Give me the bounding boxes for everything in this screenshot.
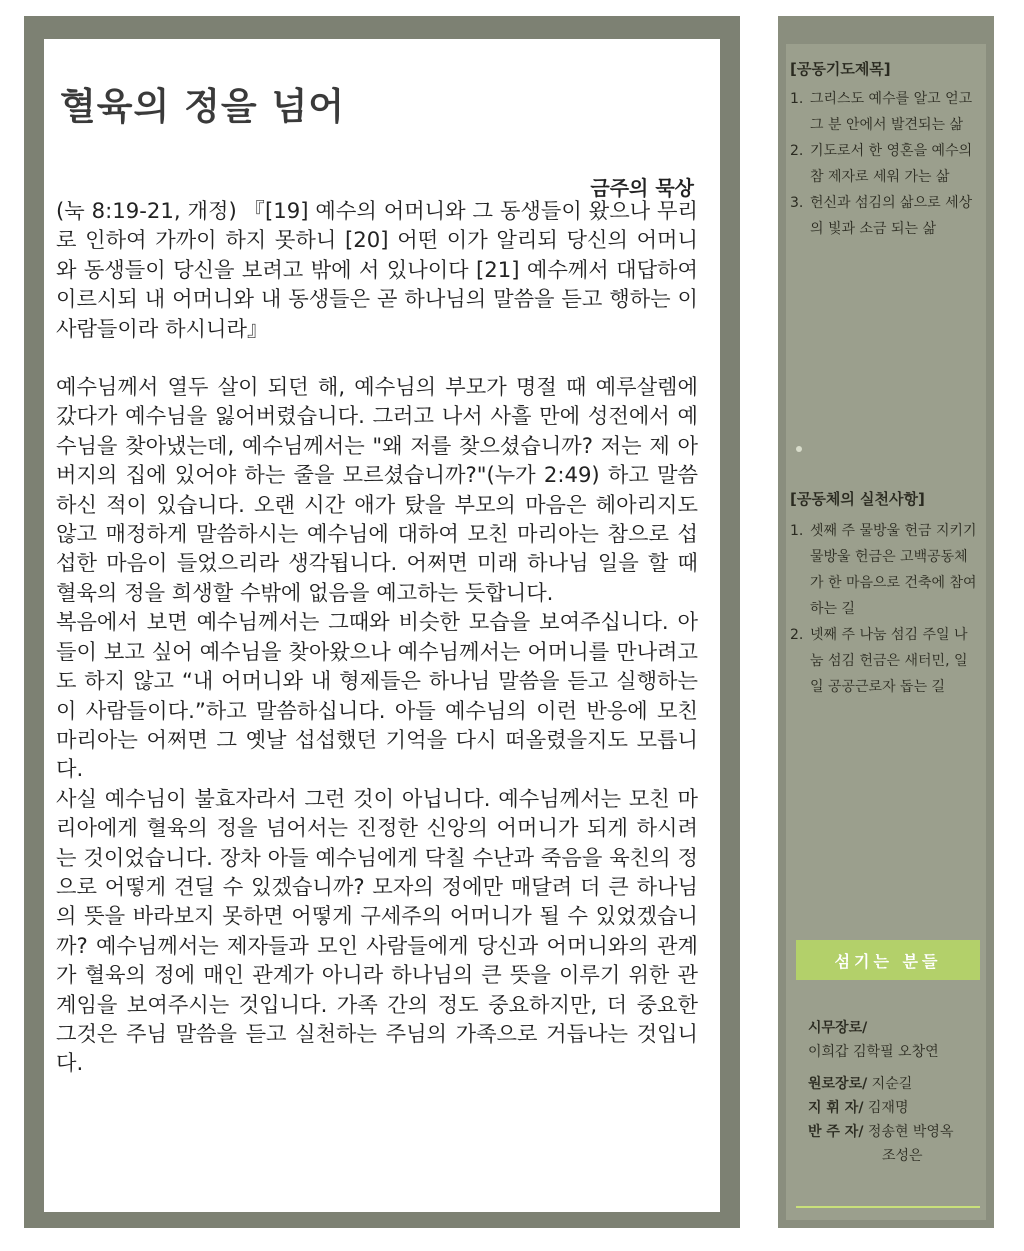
accompanist-label: 반 주 자/ bbox=[808, 1124, 864, 1140]
accompanist-names: 정송현 박영옥 bbox=[867, 1124, 954, 1140]
servants-banner: 섬기는 분들 bbox=[796, 940, 980, 980]
list-item: 1. 그리스도 예수를 알고 얻고 그 분 안에서 발견되는 삶 bbox=[790, 91, 973, 133]
scripture-paragraph: (눅 8:19-21, 개정) 『[19] 예수의 어머니와 그 동생들이 왔으나 무리로 인하여 가까이 하지 못하니 [20] 어떤 이가 알리되 당신의 어머니와 동생들이 당신을 보려고 밖에 서 있나이다 [21] 예수께서 대답하여 이르시되 내 어머니와 내 동생들은 곧 하나님의 말씀을 듣고 행하는 이 사람들이라 하시니라』 bbox=[56, 198, 698, 341]
body-paragraph: 예수님께서 열두 살이 되던 해, 예수님의 부모가 명절 때 예루살렘에 갔다가 예수님을 잃어버렸습니다. 그러고 나서 사흘 만에 성전에서 예수님을 찾아냈는데, 예수님께서는 "왜 저를 찾으셨습니까? 저는 제 아버지의 집에 있어야 하는 줄을 모르셨습니까?"(누가 2:49) 하고 말씀하신 적이 있습니다. 오랜 시간 애가 탔을 부모의 마음은 헤아리지도 않고 매정하게 말씀하시는 예수님에 대하여 모친 마리아는 참으로 섭섭한 마음이 들었으리라 생각됩니다. 어쩌면 미래 하나님 일을 할 때 혈육의 정을 희생할 수밖에 없음을 예고하는 듯합니다. bbox=[56, 374, 698, 605]
elders-block bbox=[808, 1016, 988, 1064]
elder-names: 이희갑 김학필 오창연 bbox=[808, 1044, 939, 1060]
body-paragraph: 사실 예수님이 불효자라서 그런 것이 아닙니다. 예수님께서는 모친 마리아에게 혈육의 정을 넘어서는 진정한 신앙의 어머니가 되게 하시려는 것이었습니다. 장차 아들 예수님에게 닥칠 수난과 죽음을 육친의 정으로 어떻게 견딜 수 있겠습니까? 모자의 정에만 매달려 더 큰 하나님의 뜻을 바라보지 못하면 어떻게 구세주의 어머니가 될 수 있었겠습니까? 예수님께서는 제자들과 모인 사람들에게 당신과 어머니와의 관계가 혈육의 정에 매인 관계가 아니라 하나님의 큰 뜻을 이루기 위한 관계임을 보여주시는 것입니다. 가족 간의 정도 중요하지만, 더 중요한 그것은 주님 말씀을 듣고 실천하는 주님의 가족으로 거듭나는 것입니다. bbox=[56, 785, 698, 1076]
article-title: 혈육의 정을 넘어 bbox=[60, 85, 345, 128]
emeritus-names: 지순길 bbox=[871, 1076, 913, 1092]
decorative-dot bbox=[796, 446, 802, 452]
conductor-label: 지 휘 자/ bbox=[808, 1100, 864, 1116]
list-item: 1. 셋째 주 물방울 헌금 지키기 물방울 헌금은 고백공동체가 한 마음으로 건축에 참여하는 길 bbox=[790, 523, 977, 617]
prayer-heading: [공동기도제목] bbox=[790, 60, 891, 78]
conductor-names: 김재명 bbox=[867, 1100, 909, 1116]
accompanist-names-cont: 조성은 bbox=[882, 1148, 923, 1164]
body-paragraph: 복음에서 보면 예수님께서는 그때와 비슷한 모습을 보여주십니다. 아들이 보고 싶어 예수님을 찾아왔으나 예수님께서는 어머니를 만나려고도 하지 않고 “내 어머니와 내 형제들은 하나님 말씀을 듣고 실행하는 이 사람들이다.”하고 말씀하십니다. 아들 예수님의 이런 반응에 모친 마리아는 어쩌면 그 옛날 섭섭했던 기억을 다시 떠올렸을지도 모릅니다. bbox=[56, 609, 698, 782]
prayer-list bbox=[790, 86, 980, 242]
elder-label: 시무장로/ bbox=[808, 1020, 868, 1036]
sidebar-divider bbox=[796, 1206, 980, 1208]
emeritus-label: 원로장로/ bbox=[808, 1076, 868, 1092]
practice-heading: [공동체의 실천사항] bbox=[790, 490, 925, 508]
list-item: 2. 넷째 주 나눔 섬김 주일 나눔 섬김 헌금은 새터민, 일 일 공공근로자 돕는 길 bbox=[790, 627, 968, 695]
article-body bbox=[56, 196, 698, 1078]
list-item: 2. 기도로서 한 영혼을 예수의 참 제자로 세워 가는 삶 bbox=[790, 143, 973, 185]
article-section-label: 금주의 묵상 bbox=[590, 176, 694, 200]
staff-block bbox=[808, 1072, 988, 1168]
practice-list bbox=[790, 518, 980, 700]
list-item: 3. 헌신과 섬김의 삶으로 세상의 빛과 소금 되는 삶 bbox=[790, 195, 973, 237]
